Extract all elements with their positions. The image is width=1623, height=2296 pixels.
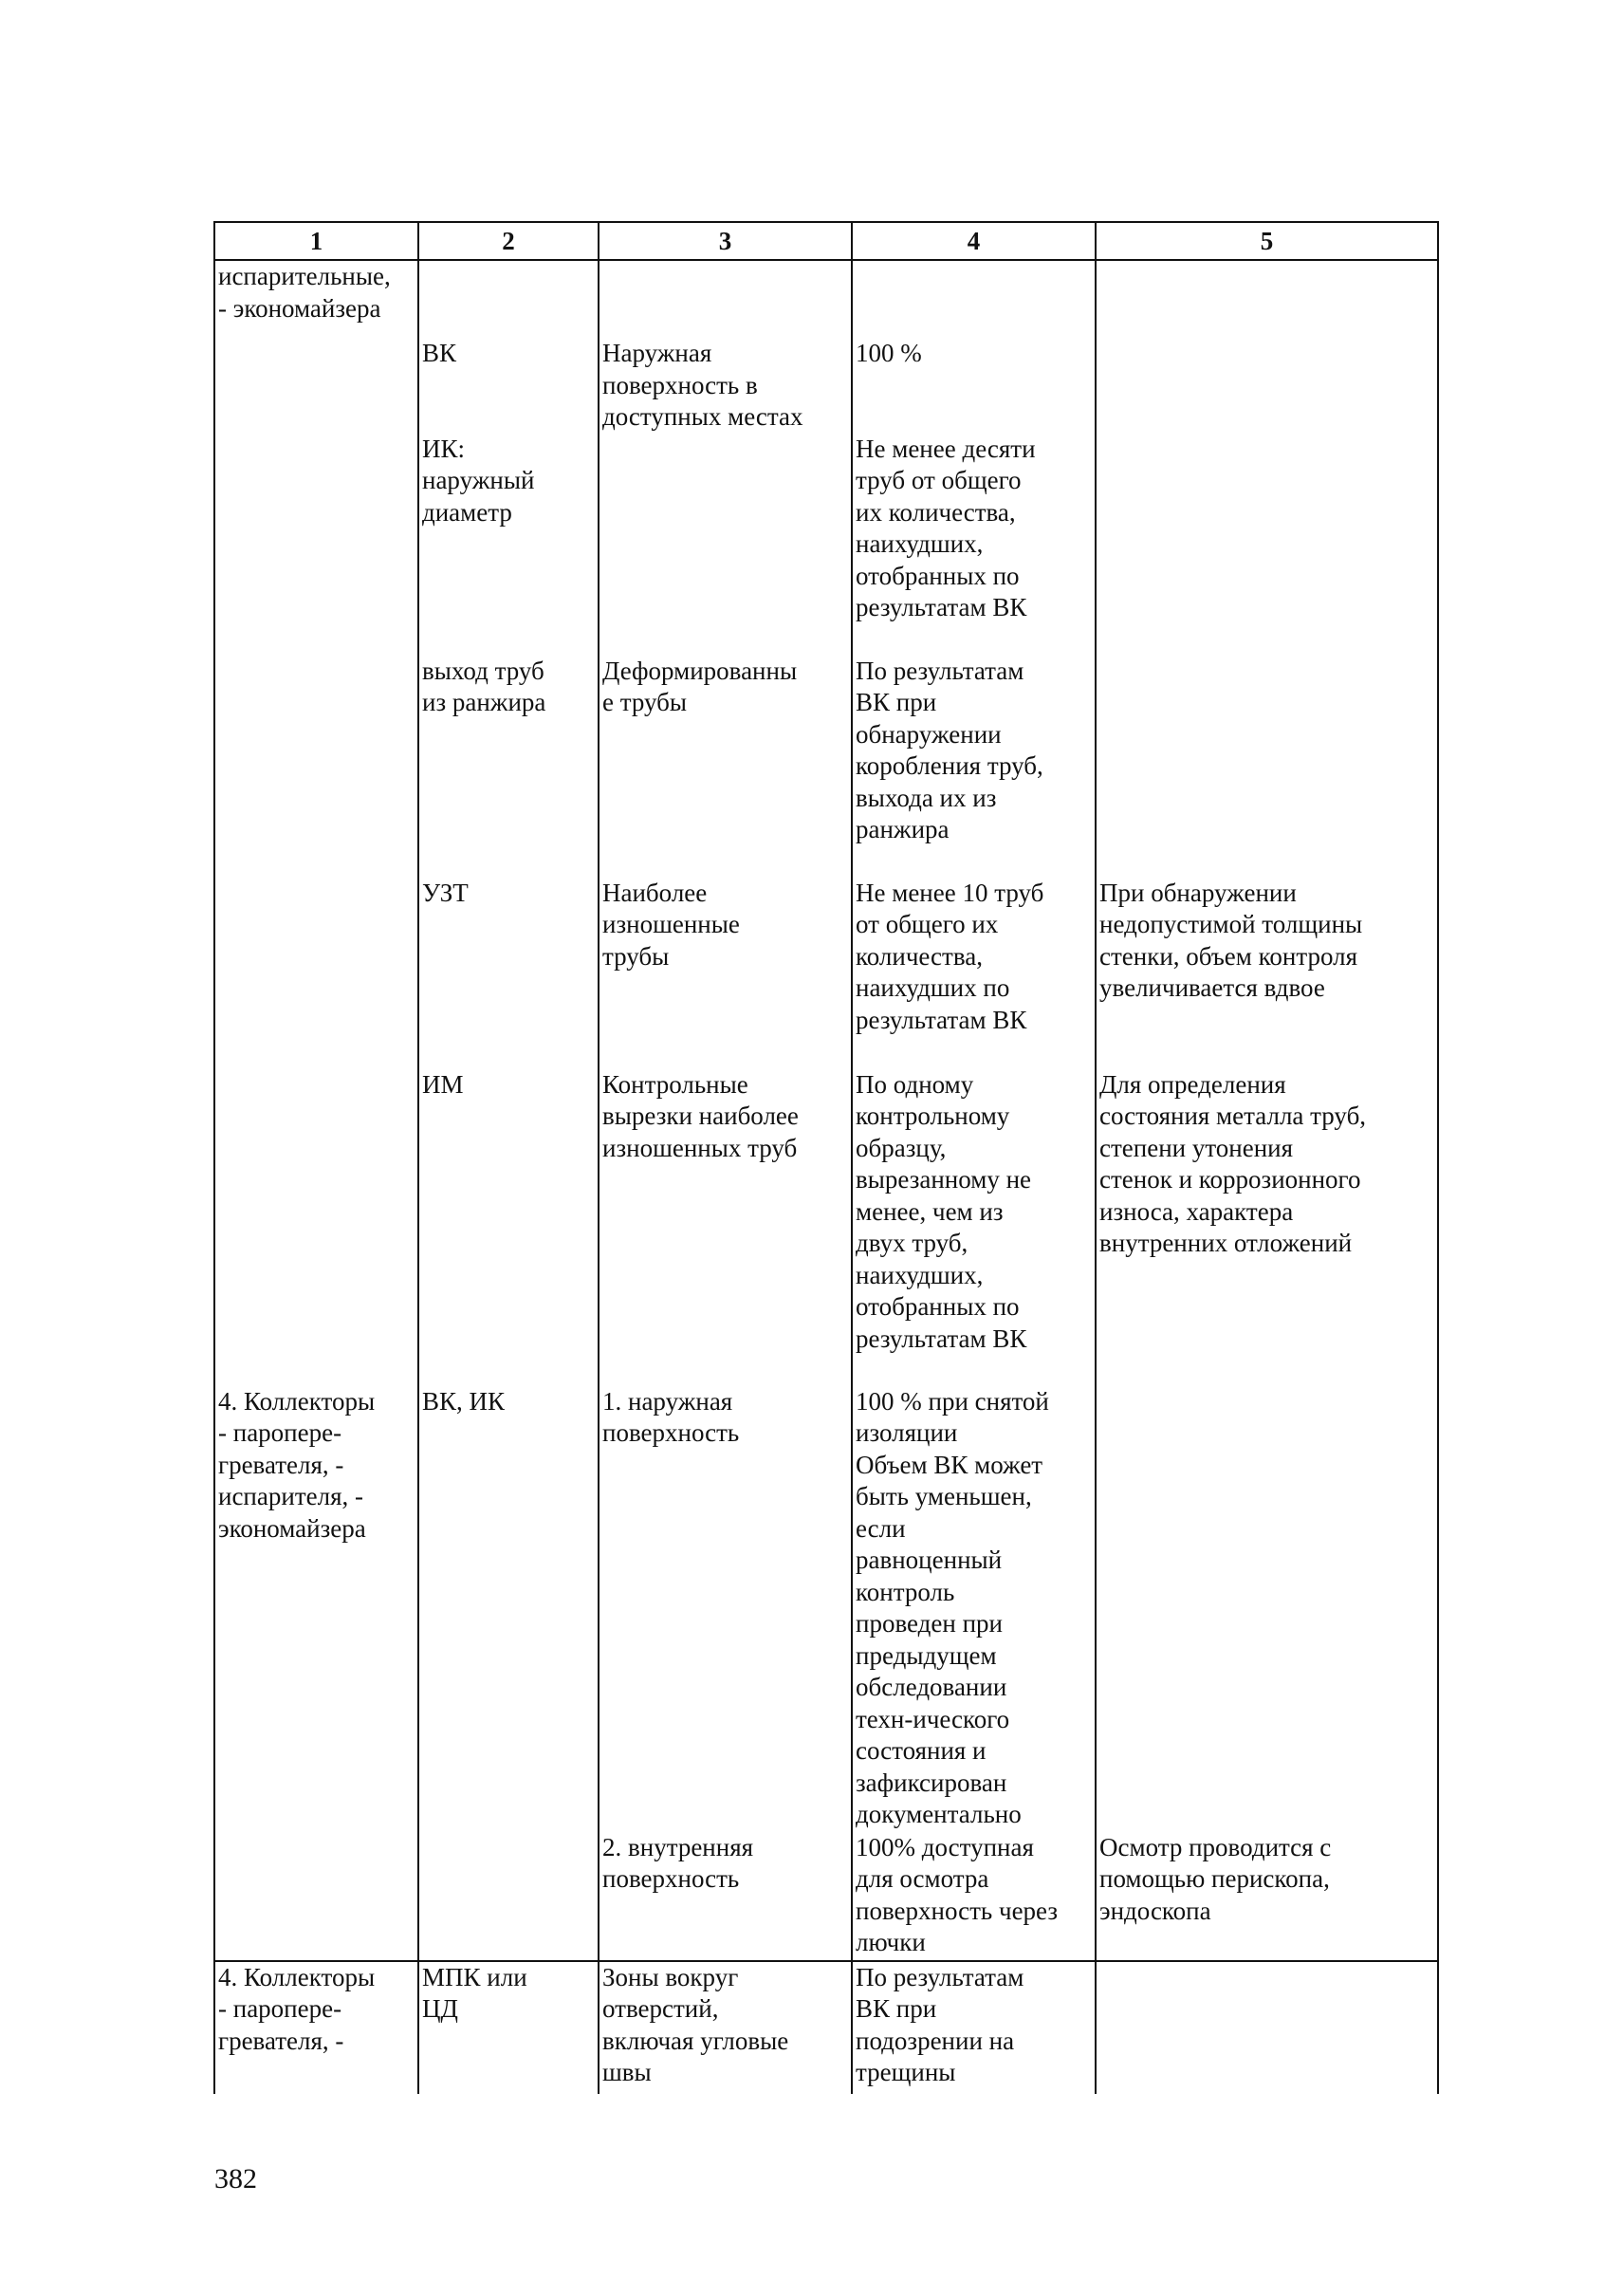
table-cell: При обнаружении недопустимой толщины стенки, объем контроля увеличивается вдвое — [1096, 878, 1438, 1069]
table-cell — [214, 656, 418, 878]
table-cell — [599, 260, 852, 338]
table-cell — [214, 434, 418, 656]
table-cell: ВК — [418, 338, 599, 434]
table-cell — [214, 1832, 418, 1961]
table-cell: 4. Коллекторы - паропере- гревателя, - — [214, 1961, 418, 2094]
page-number: 382 — [214, 2163, 257, 2194]
table-cell: Наружная поверхность в доступных местах — [599, 338, 852, 434]
table-row — [214, 1386, 1438, 1832]
table-cell: Деформированны е трубы — [599, 656, 852, 878]
table-cell: ВК, ИК — [418, 1386, 599, 1832]
table-row — [214, 338, 1438, 434]
table-cell: Не менее 10 труб от общего их количества, наихудших по результатам ВК — [852, 878, 1096, 1069]
table-cell — [418, 260, 599, 338]
table-row — [214, 434, 1438, 656]
table-cell: УЗТ — [418, 878, 599, 1069]
table-cell — [214, 1069, 418, 1386]
table-cell: испарительные, - экономайзера — [214, 260, 418, 338]
table-cell: 1. наружная поверхность — [599, 1386, 852, 1832]
table-row — [214, 656, 1438, 878]
table-cell: Осмотр проводится с помощью перископа, эндоскопа — [1096, 1832, 1438, 1961]
table-cell: Для определения состояния металла труб, степени утонения стенок и коррозионного износа, характера внутренних отложений — [1096, 1069, 1438, 1386]
table-row — [214, 260, 1438, 338]
table-cell: ИК: наружный диаметр — [418, 434, 599, 656]
table-cell — [1096, 434, 1438, 656]
column-header-2: 2 — [418, 222, 599, 260]
table-cell: 100 % при снятой изоляции Объем ВК может быть уменьшен, если равноценный контроль проведен при предыдущем обследовании техн-ического состояния и зафиксирован документально — [852, 1386, 1096, 1832]
column-header-4: 4 — [852, 222, 1096, 260]
main-table — [213, 221, 1439, 2094]
table-cell — [1096, 338, 1438, 434]
table-cell: 2. внутренняя поверхность — [599, 1832, 852, 1961]
table-cell: 100% доступная для осмотра поверхность через лючки — [852, 1832, 1096, 1961]
table-cell: По результатам ВК при обнаружении коробления труб, выхода их из ранжира — [852, 656, 1096, 878]
table-cell — [599, 434, 852, 656]
table-cell — [418, 1832, 599, 1961]
table-row — [214, 1069, 1438, 1386]
column-header-5: 5 — [1096, 222, 1438, 260]
table-cell: Не менее десяти труб от общего их количества, наихудших, отобранных по результатам ВК — [852, 434, 1096, 656]
column-header-3: 3 — [599, 222, 852, 260]
table-cell — [214, 338, 418, 434]
table-cell: Наиболее изношенные трубы — [599, 878, 852, 1069]
table-cell: По одному контрольному образцу, вырезанному не менее, чем из двух труб, наихудших, отобранных по результатам ВК — [852, 1069, 1096, 1386]
table-cell — [852, 260, 1096, 338]
table-row — [214, 878, 1438, 1069]
table-row — [214, 1961, 1438, 2094]
table-row — [214, 1832, 1438, 1961]
table-cell — [1096, 260, 1438, 338]
table-cell — [1096, 656, 1438, 878]
table-cell: Зоны вокруг отверстий, включая угловые швы — [599, 1961, 852, 2094]
table-cell: ИМ — [418, 1069, 599, 1386]
table-cell: 100 % — [852, 338, 1096, 434]
table-cell: По результатам ВК при подозрении на трещины — [852, 1961, 1096, 2094]
table-cell: МПК или ЦД — [418, 1961, 599, 2094]
table-cell — [214, 878, 418, 1069]
table-cell: 4. Коллекторы - паропере- гревателя, - испарителя, - экономайзера — [214, 1386, 418, 1832]
table-cell — [1096, 1961, 1438, 2094]
table-cell: выход труб из ранжира — [418, 656, 599, 878]
header-row — [214, 222, 1438, 260]
column-header-1: 1 — [214, 222, 418, 260]
table-cell — [1096, 1386, 1438, 1832]
table-cell: Контрольные вырезки наиболее изношенных труб — [599, 1069, 852, 1386]
